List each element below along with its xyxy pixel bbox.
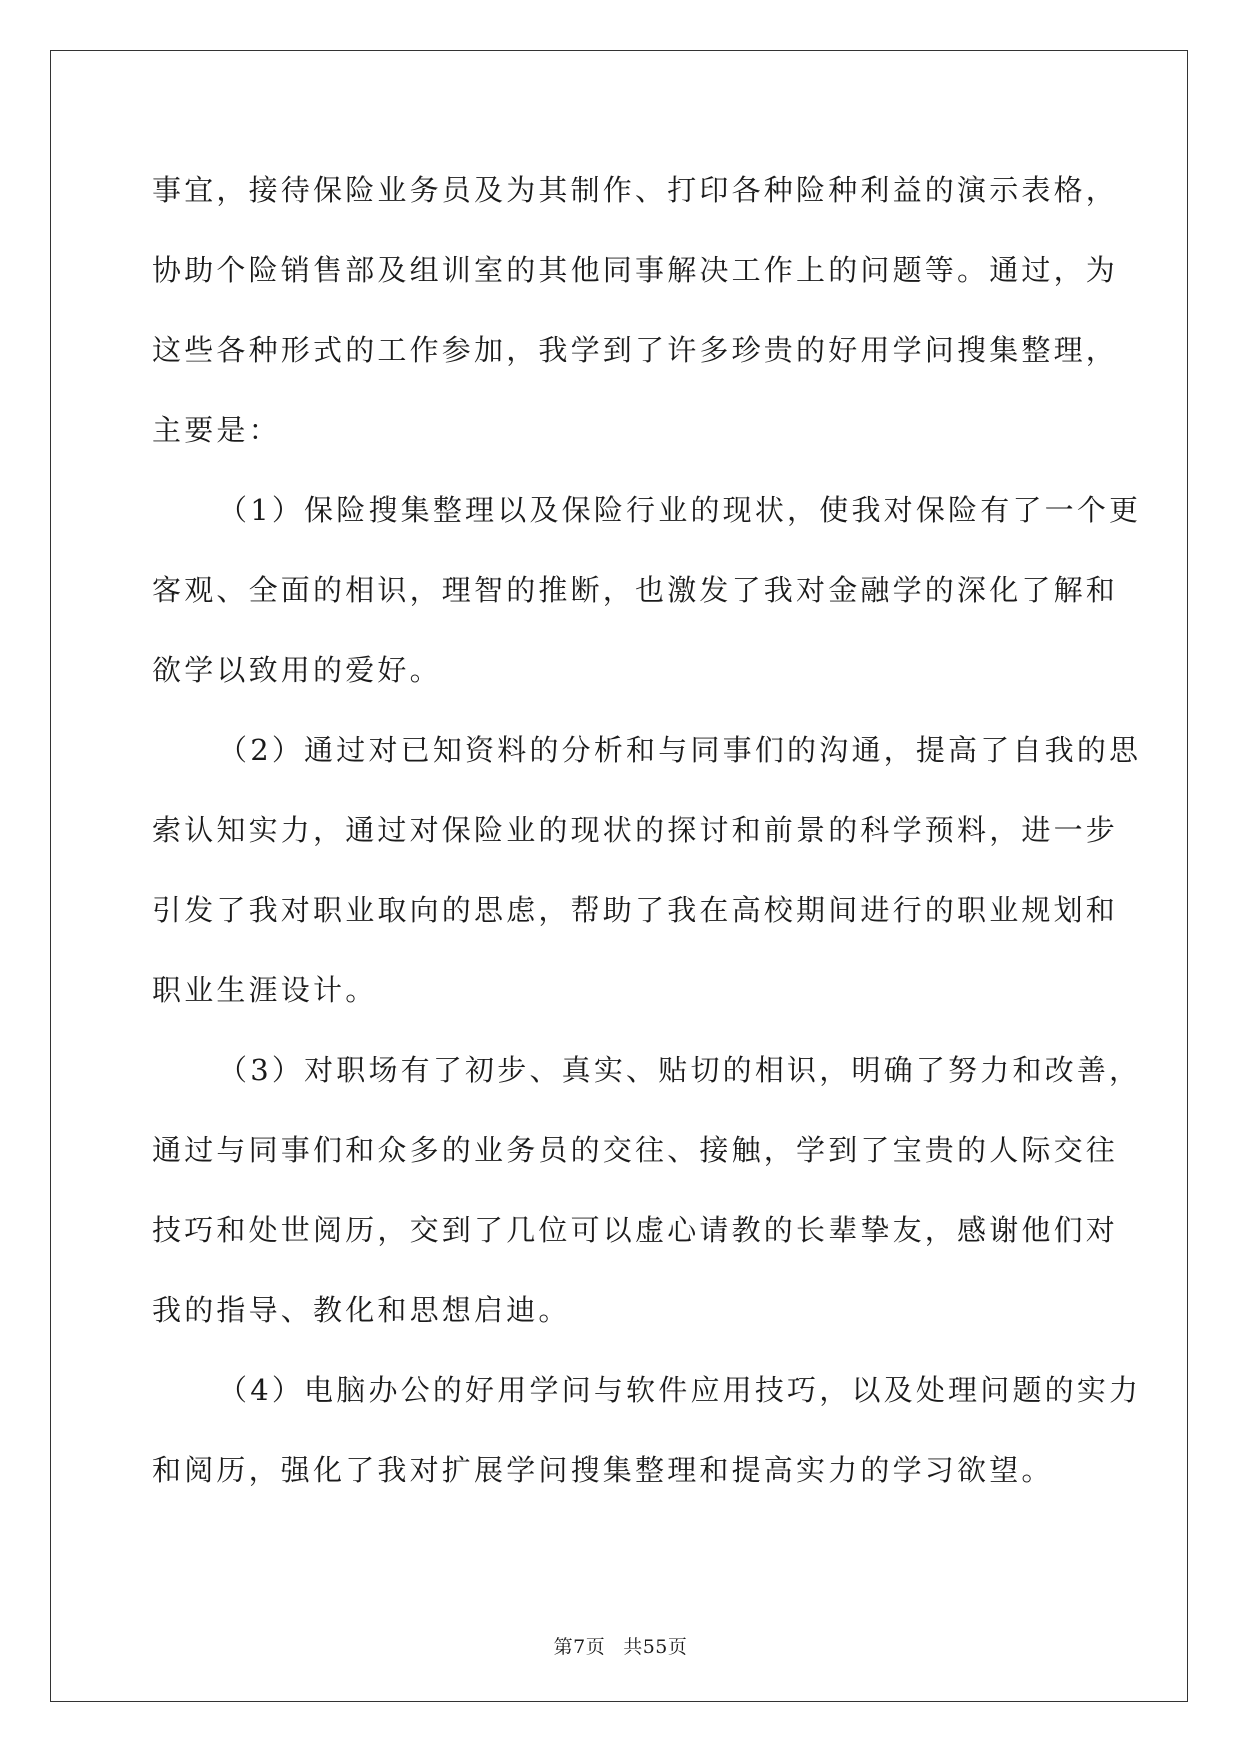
paragraph-item-1 [152,470,1142,710]
page-number: 第7页 [553,1636,606,1658]
text-line: 客观、全面的相识，理智的推断，也激发了我对金融学的深化了解和 [152,573,1119,607]
paragraph-item-4 [152,1350,1142,1510]
text-line: 索认知实力，通过对保险业的现状的探讨和前景的科学预料，进一步 [152,813,1119,847]
text-line: 这些各种形式的工作参加，我学到了许多珍贵的好用学问搜集整理， [152,333,1119,367]
text-line: 主要是： [152,413,281,447]
text-line: 职业生涯设计。 [152,973,378,1007]
text-line: （3）对职场有了初步、真实、贴切的相识，明确了努力和改善， [218,1053,1142,1087]
text-line: （1）保险搜集整理以及保险行业的现状，使我对保险有了一个更 [218,493,1142,527]
text-line: （2）通过对已知资料的分析和与同事们的沟通，提高了自我的思 [218,733,1142,767]
paragraph-item-2 [152,710,1142,1030]
text-line: 技巧和处世阅历，交到了几位可以虚心请教的长辈挚友，感谢他们对 [152,1213,1119,1247]
text-line: 引发了我对职业取向的思虑，帮助了我在高校期间进行的职业规划和 [152,893,1119,927]
text-line: 事宜，接待保险业务员及为其制作、打印各种险种利益的演示表格， [152,173,1119,207]
text-line: 欲学以致用的爱好。 [152,653,442,687]
text-line: （4）电脑办公的好用学问与软件应用技巧，以及处理问题的实力 [218,1373,1142,1407]
text-line: 协助个险销售部及组训室的其他同事解决工作上的问题等。通过，为 [152,253,1119,287]
text-line: 通过与同事们和众多的业务员的交往、接触，学到了宝贵的人际交往 [152,1133,1119,1167]
text-line: 和阅历，强化了我对扩展学问搜集整理和提高实力的学习欲望。 [152,1453,1054,1487]
paragraph-item-3 [152,1030,1142,1350]
paragraph-continuation [152,150,1119,470]
page-total: 共55页 [623,1636,688,1658]
page-footer [0,1632,1241,1659]
text-line: 我的指导、教化和思想启迪。 [152,1293,571,1327]
document-body [152,150,1142,1510]
